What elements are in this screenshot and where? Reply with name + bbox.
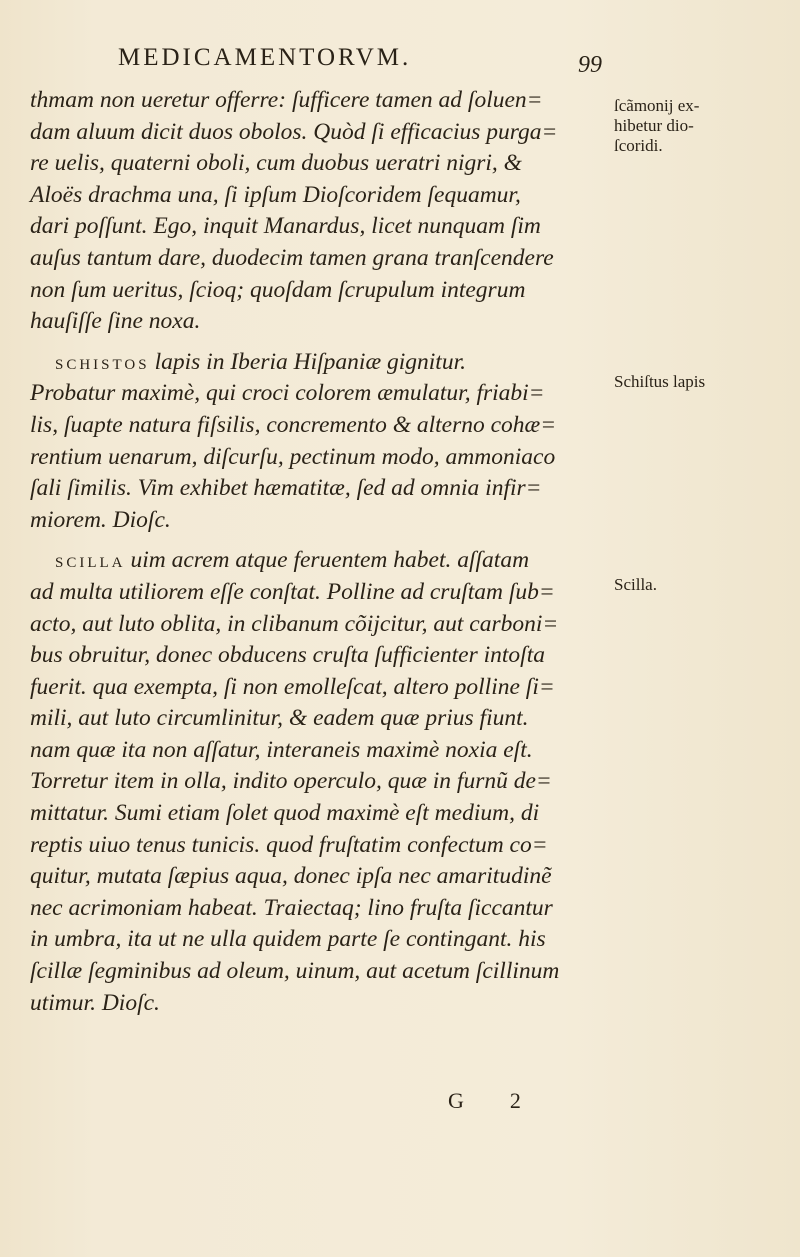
text-line: reptis uiuo tenus tunicis. quod fruſtatim confectum co= (30, 831, 548, 858)
text-line: quitur, mutata ſæpius aqua, donec ipſa nec amaritudinẽ (30, 863, 552, 890)
text-line: re uelis, quaterni oboli, cum duobus ueratri nigri, & (30, 150, 522, 177)
marginal-line: Scilla. (614, 575, 657, 594)
text-line (30, 347, 602, 379)
marginal-line: ſcãmonij ex- (614, 96, 700, 115)
text-line: hauſiſſe ſine noxa. (30, 308, 201, 335)
text-line: nec acrimoniam habeat. Traiectaq; lino fruſta ſiccantur (30, 894, 553, 921)
text-line-content: lapis in Iberia Hiſpaniæ gignitur. (154, 348, 466, 375)
text-line: Torretur item in olla, indito operculo, quæ in furnũ de= (30, 768, 552, 795)
marginal-line: Schiſtus lapis (614, 372, 706, 391)
entry-headword: SCILLA (55, 555, 126, 572)
signature-letter: G (448, 1088, 510, 1113)
marginal-note-scilla (614, 575, 796, 595)
text-line: non ſum ueritus, ſcioq; quoſdam ſcrupulum integrum (30, 276, 526, 303)
signature-mark (448, 1088, 567, 1114)
text-line: Probatur maximè, qui croci colorem æmulatur, friabi= (30, 380, 545, 407)
text-line: thmam non ueretur offerre: ſufficere tamen ad ſoluen= (30, 87, 543, 113)
main-text-block (30, 85, 602, 1019)
text-line: in umbra, ita ut ne ulla quidem parte ſe contingant. his (30, 926, 546, 953)
paragraph-scammony (30, 85, 602, 338)
marginal-note-schistus (614, 372, 796, 392)
text-line (30, 545, 602, 577)
text-line: ad multa utiliorem eſſe conſtat. Polline ad cruſtam ſub= (30, 578, 555, 605)
entry-headword: SCHISTOS (55, 356, 150, 373)
text-line: dari poſſunt. Ego, inquit Manardus, licet nunquam ſim (30, 213, 541, 240)
text-line-content: uim acrem atque feruentem habet. aſſatam (130, 547, 530, 574)
text-line: dam aluum dicit duos obolos. Quòd ſi efficacius purga= (30, 118, 558, 145)
text-line: utimur. Dioſc. (30, 989, 160, 1016)
page-number: 99 (578, 52, 602, 78)
text-line: auſus tantum dare, duodecim tamen grana tranſcendere (30, 244, 554, 271)
marginal-line: ſcoridi. (614, 136, 663, 155)
text-line: ſali ſimilis. Vim exhibet hæmatitæ, ſed ad omnia infir= (30, 475, 542, 502)
text-line: bus obruitur, donec obducens cruſta ſufficienter intoſta (30, 642, 545, 669)
running-head: MEDICAMENTORVM. (118, 44, 412, 71)
paragraph-scilla (30, 545, 602, 1019)
signature-number: 2 (509, 1088, 567, 1113)
text-line: lis, ſuapte natura fiſsilis, concremento & alterno cohæ= (30, 411, 557, 438)
text-line: mili, aut luto circumlinitur, & eadem quæ prius fiunt. (30, 705, 529, 732)
marginal-note-scammony (614, 96, 796, 156)
text-line: acto, aut luto oblita, in clibanum cõijcitur, aut carboni= (30, 610, 559, 637)
text-line: ſcillæ ſegminibus ad oleum, uinum, aut acetum ſcillinum (30, 958, 560, 985)
text-line: miorem. Dioſc. (30, 506, 171, 533)
marginal-line: hibetur dio- (614, 116, 694, 135)
text-line: Aloës drachma una, ſi ipſum Dioſcoridem ſequamur, (30, 181, 521, 208)
text-line: fuerit. qua exempta, ſi non emolleſcat, altero polline ſi= (30, 673, 555, 700)
text-line: rentium uenarum, diſcurſu, pectinum modo, ammoniaco (30, 443, 556, 470)
text-line: mittatur. Sumi etiam ſolet quod maximè eſt medium, di (30, 800, 540, 827)
paragraph-schistos (30, 347, 602, 537)
text-line: nam quæ ita non aſſatur, interaneis maximè noxia eſt. (30, 736, 533, 763)
